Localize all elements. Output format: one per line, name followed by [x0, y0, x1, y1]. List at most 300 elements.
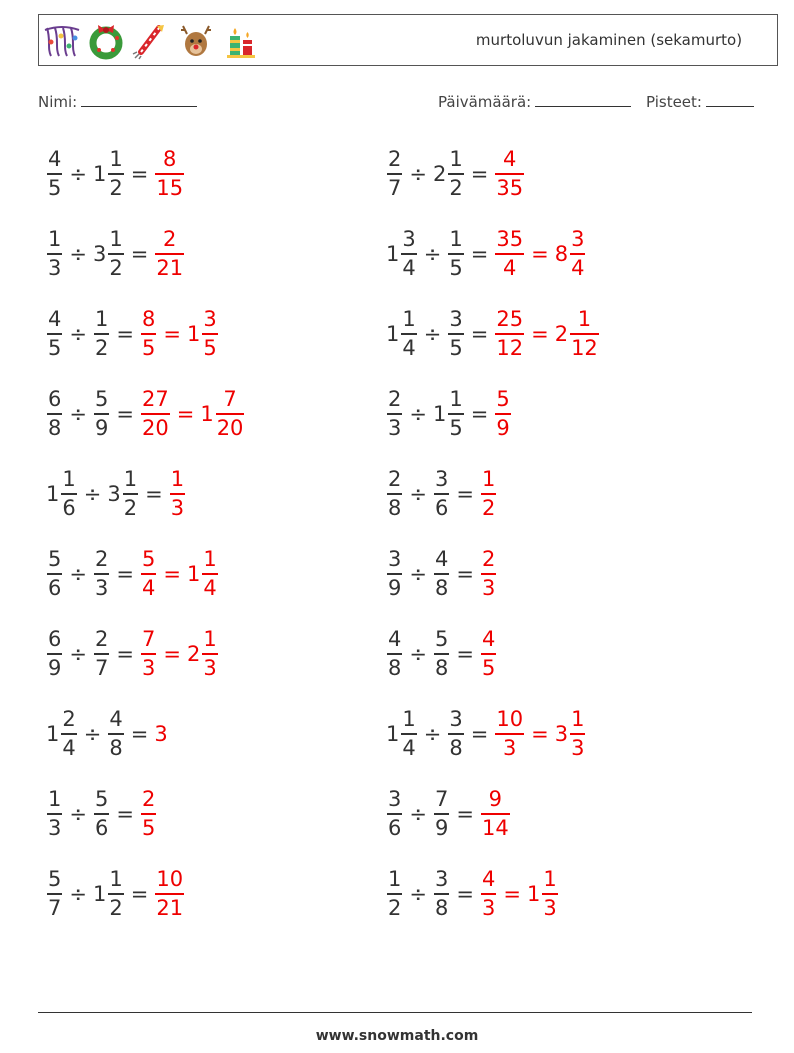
answer	[154, 227, 185, 281]
answer-value	[494, 227, 525, 281]
whole-number: 3	[154, 721, 168, 746]
dividend	[46, 787, 63, 841]
numerator: 9	[488, 787, 503, 812]
whole-number: 1	[46, 481, 60, 506]
answer	[480, 467, 497, 521]
divide-sign: ÷	[69, 322, 87, 346]
fraction-bar	[387, 173, 402, 175]
fraction-bar	[481, 573, 496, 575]
numerator: 2	[388, 467, 402, 492]
fraction-bar	[387, 813, 402, 815]
dividend	[386, 867, 403, 921]
answer	[480, 547, 497, 601]
answer-value	[527, 867, 559, 921]
denominator: 4	[402, 255, 416, 280]
fraction-bar	[47, 413, 62, 415]
numerator: 5	[94, 387, 109, 412]
dividend	[386, 707, 418, 761]
fraction-bar	[202, 333, 217, 335]
denominator: 3	[543, 895, 557, 920]
answer	[140, 787, 157, 841]
answer-value	[154, 227, 185, 281]
fraction-bar	[141, 333, 156, 335]
dividend	[386, 627, 403, 681]
fraction	[387, 147, 402, 201]
fraction-bar	[47, 813, 62, 815]
divisor	[93, 547, 110, 601]
dividend	[46, 547, 63, 601]
denominator: 7	[388, 175, 402, 200]
fraction	[47, 627, 62, 681]
numerator: 3	[434, 467, 449, 492]
denominator: 20	[141, 415, 169, 440]
denominator: 6	[62, 495, 76, 520]
fraction	[481, 547, 496, 601]
fraction-bar	[108, 893, 123, 895]
denominator: 9	[496, 415, 510, 440]
equals-sign: =	[456, 642, 474, 666]
fraction	[448, 307, 463, 361]
equals-sign: =	[116, 562, 134, 586]
divisor	[93, 147, 125, 201]
denominator: 3	[503, 735, 517, 760]
fraction-bar	[387, 413, 402, 415]
equals-sign: =	[145, 482, 163, 506]
whole-number: 1	[432, 401, 447, 426]
answer	[480, 627, 497, 681]
fraction-bar	[542, 893, 557, 895]
problem-item	[46, 300, 219, 368]
answer-value	[187, 627, 219, 681]
divisor	[433, 467, 450, 521]
denominator: 9	[94, 415, 109, 440]
numerator: 1	[402, 307, 416, 332]
whole-number: 8	[554, 241, 569, 266]
fraction	[216, 387, 245, 441]
denominator: 8	[109, 735, 123, 760]
denominator: 3	[170, 495, 185, 520]
answer-value	[480, 867, 497, 921]
answer-value	[555, 227, 587, 281]
numerator: 3	[203, 307, 217, 332]
whole-number: 1	[386, 721, 400, 746]
fraction	[141, 627, 156, 681]
problem-item	[46, 220, 185, 288]
numerator: 2	[62, 707, 76, 732]
denominator: 5	[449, 255, 463, 280]
numerator: 1	[48, 227, 62, 252]
numerator: 5	[496, 387, 510, 412]
answer-value	[555, 307, 600, 361]
divide-sign: ÷	[423, 242, 442, 266]
numerator: 7	[223, 387, 237, 412]
problem-item	[46, 860, 185, 928]
divide-sign: ÷	[69, 802, 87, 826]
equals-sign: =	[116, 402, 134, 426]
fraction-bar	[47, 893, 62, 895]
numerator: 2	[388, 387, 402, 412]
fraction	[570, 307, 599, 361]
fraction	[387, 627, 402, 681]
fraction	[448, 707, 463, 761]
numerator: 3	[449, 307, 463, 332]
worksheet-header	[38, 14, 778, 66]
numerator: 1	[203, 547, 217, 572]
fraction-bar	[387, 893, 402, 895]
answer-value	[555, 707, 587, 761]
whole-number: 1	[46, 721, 60, 746]
problem-item	[386, 300, 600, 368]
fraction	[155, 227, 184, 281]
answer-value	[154, 867, 185, 921]
footer-url: www.snowmath.com	[315, 1028, 479, 1044]
numerator: 1	[449, 387, 463, 412]
equals-sign: =	[130, 162, 149, 186]
answer-value	[154, 722, 168, 747]
denominator: 4	[402, 735, 416, 760]
divisor	[433, 627, 450, 681]
denominator: 14	[481, 815, 509, 840]
fraction-bar	[448, 173, 463, 175]
numerator: 4	[481, 867, 496, 892]
denominator: 5	[48, 175, 62, 200]
fraction-bar	[61, 493, 76, 495]
fraction-bar	[47, 253, 62, 255]
whole-number: 1	[386, 241, 400, 266]
problem-item	[386, 540, 497, 608]
denominator: 8	[449, 735, 463, 760]
fraction	[47, 307, 62, 361]
denominator: 2	[109, 255, 123, 280]
fraction	[47, 147, 62, 201]
numerator: 3	[388, 547, 402, 572]
equals-sign: =	[456, 482, 474, 506]
fraction	[47, 387, 62, 441]
fraction	[481, 627, 496, 681]
numerator: 8	[163, 147, 177, 172]
divide-sign: ÷	[423, 322, 442, 346]
answer-value	[169, 467, 186, 521]
numerator: 1	[449, 227, 463, 252]
fraction-bar	[401, 733, 416, 735]
dividend	[46, 627, 63, 681]
divisor	[447, 307, 464, 361]
fraction-bar	[155, 893, 184, 895]
denominator: 4	[571, 255, 585, 280]
dividend	[386, 787, 403, 841]
equals-sign: =	[130, 722, 149, 746]
denominator: 9	[434, 815, 449, 840]
numerator: 1	[481, 467, 496, 492]
divisor	[107, 707, 124, 761]
problem-item	[46, 620, 219, 688]
denominator: 8	[48, 415, 62, 440]
answer-value	[480, 467, 497, 521]
fraction-bar	[108, 253, 123, 255]
fraction	[94, 387, 109, 441]
fraction-bar	[570, 333, 599, 335]
denominator: 8	[434, 575, 449, 600]
fraction-bar	[481, 653, 496, 655]
fraction-bar	[47, 573, 62, 575]
numerator: 6	[48, 387, 62, 412]
whole-number: 1	[186, 321, 201, 346]
denominator: 4	[503, 255, 517, 280]
numerator: 5	[48, 547, 62, 572]
numerator: 4	[109, 707, 123, 732]
denominator: 4	[402, 335, 416, 360]
name-field	[38, 92, 197, 111]
fraction-bar	[141, 813, 156, 815]
answer	[494, 307, 599, 361]
fraction	[387, 867, 402, 921]
numerator: 10	[156, 867, 184, 892]
numerator: 3	[571, 227, 585, 252]
fraction-bar	[495, 333, 524, 335]
equals-sign: =	[470, 162, 489, 186]
divide-sign: ÷	[83, 722, 102, 746]
whole-number: 1	[386, 321, 400, 346]
numerator: 5	[94, 787, 109, 812]
fraction-bar	[387, 653, 402, 655]
fraction	[47, 227, 62, 281]
fraction-bar	[47, 653, 62, 655]
fairy-lights-icon	[43, 22, 81, 60]
fraction-bar	[61, 733, 76, 735]
fraction	[108, 227, 123, 281]
fraction	[170, 467, 185, 521]
whole-number: 1	[186, 561, 201, 586]
fraction	[94, 547, 109, 601]
denominator: 2	[388, 895, 402, 920]
denominator: 21	[156, 895, 184, 920]
denominator: 3	[571, 735, 585, 760]
dividend	[386, 147, 403, 201]
fraction	[570, 707, 585, 761]
numerator: 1	[571, 707, 585, 732]
answer	[154, 722, 168, 747]
numerator: 35	[496, 227, 524, 252]
answer-value	[200, 387, 245, 441]
equals-sign: =	[116, 642, 134, 666]
divide-sign: ÷	[69, 402, 87, 426]
fraction	[202, 307, 217, 361]
answer	[494, 147, 525, 201]
denominator: 8	[434, 895, 449, 920]
fraction	[495, 227, 524, 281]
fraction-bar	[495, 733, 524, 735]
whole-number: 1	[526, 881, 541, 906]
equals-sign: =	[456, 802, 474, 826]
answer-value	[494, 147, 525, 201]
numerator: 4	[481, 627, 496, 652]
fraction-bar	[141, 653, 156, 655]
problem-item	[386, 860, 559, 928]
numerator: 10	[496, 707, 524, 732]
whole-number: 2	[554, 321, 569, 346]
fraction-bar	[94, 333, 109, 335]
fraction	[570, 227, 585, 281]
fraction-bar	[155, 173, 184, 175]
divide-sign: ÷	[69, 562, 87, 586]
fraction	[495, 307, 524, 361]
denominator: 4	[62, 735, 76, 760]
fraction	[141, 547, 156, 601]
problem-item	[386, 220, 586, 288]
dividend	[46, 867, 63, 921]
denominator: 6	[388, 815, 402, 840]
equals-sign: =	[531, 722, 549, 746]
fraction-bar	[434, 493, 449, 495]
equals-sign: =	[531, 322, 549, 346]
denominator: 3	[94, 575, 109, 600]
fraction	[434, 867, 449, 921]
fraction-bar	[448, 253, 463, 255]
fraction	[387, 467, 402, 521]
numerator: 3	[402, 227, 416, 252]
numerator: 8	[141, 307, 156, 332]
answer	[140, 547, 219, 601]
divisor	[93, 787, 110, 841]
date-score-fields	[438, 92, 754, 111]
denominator: 6	[48, 575, 62, 600]
denominator: 6	[434, 495, 449, 520]
numerator: 1	[94, 307, 109, 332]
equals-sign: =	[163, 322, 181, 346]
numerator: 1	[109, 147, 123, 172]
numerator: 1	[543, 867, 557, 892]
denominator: 12	[571, 335, 598, 360]
divide-sign: ÷	[69, 162, 87, 186]
numerator: 2	[141, 787, 156, 812]
numerator: 4	[388, 627, 402, 652]
fraction-bar	[434, 653, 449, 655]
numerator: 1	[388, 867, 402, 892]
equals-sign: =	[456, 882, 474, 906]
problem-item	[46, 700, 169, 768]
answer	[140, 627, 219, 681]
equals-sign: =	[470, 722, 489, 746]
denominator: 2	[123, 495, 138, 520]
answer-value	[187, 547, 219, 601]
fraction-bar	[216, 413, 245, 415]
fraction-bar	[170, 493, 185, 495]
answer-value	[480, 547, 497, 601]
divisor	[93, 627, 110, 681]
rocket-icon	[131, 22, 169, 60]
fraction	[434, 627, 449, 681]
equals-sign: =	[470, 322, 489, 346]
denominator: 8	[434, 655, 449, 680]
fraction	[202, 547, 217, 601]
fraction-bar	[448, 413, 463, 415]
equals-sign: =	[470, 402, 489, 426]
numerator: 1	[203, 627, 217, 652]
score-blank[interactable]	[706, 92, 754, 107]
numerator: 3	[434, 867, 449, 892]
problem-item	[46, 380, 245, 448]
date-label: Päivämäärä:	[438, 93, 532, 111]
answer	[140, 387, 245, 441]
denominator: 5	[48, 335, 62, 360]
date-blank[interactable]	[535, 92, 631, 107]
fraction	[108, 147, 123, 201]
numerator: 1	[109, 867, 123, 892]
denominator: 6	[94, 815, 109, 840]
denominator: 3	[48, 255, 62, 280]
fraction-bar	[495, 413, 510, 415]
fraction-bar	[47, 333, 62, 335]
numerator: 1	[170, 467, 185, 492]
equals-sign: =	[470, 242, 489, 266]
answer-value	[154, 147, 185, 201]
denominator: 4	[203, 575, 217, 600]
fraction	[495, 147, 524, 201]
dividend	[386, 547, 403, 601]
denominator: 5	[203, 335, 217, 360]
fraction	[481, 867, 496, 921]
fraction	[387, 787, 402, 841]
fraction-bar	[108, 173, 123, 175]
dividend	[46, 467, 78, 521]
divide-sign: ÷	[69, 882, 87, 906]
divisor	[433, 787, 450, 841]
fraction-bar	[155, 253, 184, 255]
fraction	[495, 707, 524, 761]
equals-sign: =	[130, 242, 149, 266]
denominator: 8	[388, 495, 402, 520]
answer	[140, 307, 219, 361]
denominator: 3	[388, 415, 402, 440]
candles-icon	[223, 22, 261, 60]
dividend	[46, 707, 78, 761]
numerator: 2	[94, 547, 109, 572]
numerator: 1	[62, 467, 76, 492]
divisor	[93, 307, 110, 361]
name-blank[interactable]	[81, 92, 197, 107]
equals-sign: =	[163, 642, 181, 666]
fraction	[123, 467, 138, 521]
fraction	[434, 787, 449, 841]
divisor	[93, 387, 110, 441]
denominator: 5	[449, 415, 463, 440]
fraction-bar	[495, 253, 524, 255]
fraction-bar	[123, 493, 138, 495]
fraction-bar	[94, 653, 109, 655]
answer-value	[494, 707, 525, 761]
denominator: 3	[141, 655, 156, 680]
fraction	[434, 467, 449, 521]
denominator: 5	[141, 335, 156, 360]
fraction-bar	[448, 333, 463, 335]
divide-sign: ÷	[83, 482, 102, 506]
denominator: 2	[109, 175, 123, 200]
fraction	[202, 627, 217, 681]
whole-number: 1	[200, 401, 214, 426]
divide-sign: ÷	[409, 562, 427, 586]
score-label: Pisteet:	[646, 93, 702, 111]
denominator: 5	[481, 655, 496, 680]
denominator: 2	[449, 175, 463, 200]
divide-sign: ÷	[409, 882, 427, 906]
fraction	[94, 627, 109, 681]
fraction-bar	[141, 413, 170, 415]
equals-sign: =	[116, 322, 134, 346]
divide-sign: ÷	[409, 642, 427, 666]
fraction-bar	[141, 573, 156, 575]
fraction-bar	[448, 733, 463, 735]
denominator: 15	[156, 175, 184, 200]
